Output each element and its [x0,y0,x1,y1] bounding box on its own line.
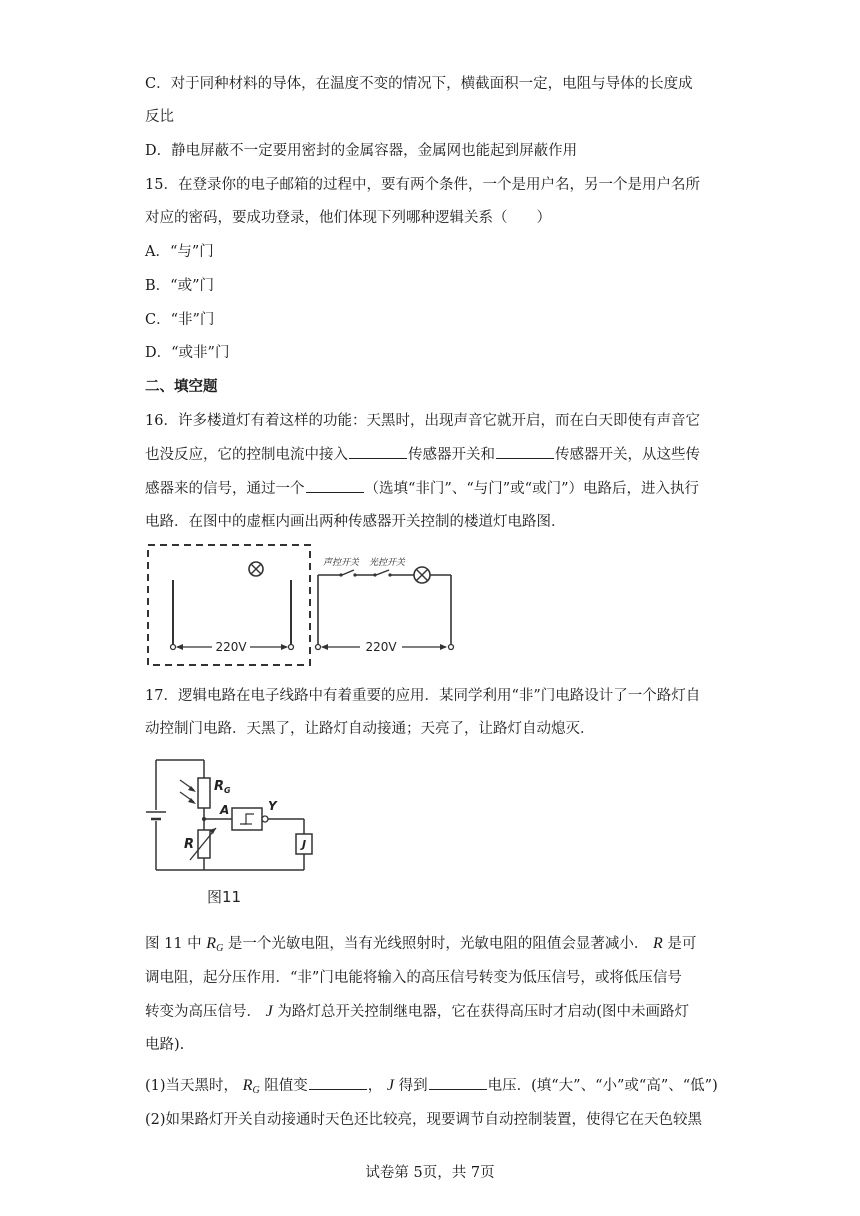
y-label: Y [268,799,277,813]
photoresistor-icon [198,778,210,808]
figure-16 [140,540,460,670]
voltage-label-right: 220V [365,640,397,654]
r-label: R [184,837,195,852]
option-d: D．静电屏蔽不一定要用密封的金属容器，金属网也能起到屏蔽作用 [145,143,578,159]
light-arrows-icon [180,780,196,804]
q15-line1: 15．在登录你的电子邮箱的过程中，要有两个条件，一个是用户名，另一个是用户名所 [145,177,700,193]
figure-caption: 图11 [207,888,242,906]
j-symbol: J [265,1003,273,1020]
rg-symbol-2: $R_G$ [242,1077,260,1096]
option-c-line2: 反比 [145,109,174,125]
page-footer: 试卷第 5页，共 7页 [365,1165,495,1181]
section-heading: 二、填空题 [145,378,218,395]
switch2-label: 光控开关 [369,558,406,568]
option-c-line1: C．对于同种材料的导体，在温度不变的情况下，横截面积一定，电阻与导体的长度成 [145,76,693,92]
q17-line1: 17．逻辑电路在电子线路中有着重要的应用．某同学利用“非”门电路设计了一个路灯自 [145,688,701,704]
voltage-label-left: 220V [215,640,247,654]
q17-line4: 调电阻，起分压作用．“非”门电能将输入的高压信号转变为低压信号，或将低压信号 [145,970,682,986]
rg-symbol: $R_G$ [206,935,224,954]
q15-option-a[interactable]: A．“与”门 [145,244,214,260]
q15-option-b[interactable]: B．“或”门 [145,278,214,294]
battery-icon [146,812,166,819]
q17-line6: 电路). [145,1037,185,1053]
q17-sub1: (1)当天黑时， $R_G$ 阻值变 ， J 得到 电压．(填“大”、“小”或“高”、“低”) [145,1077,718,1096]
q15-option-d[interactable]: D．“或非”门 [145,345,230,361]
blank-5[interactable] [429,1075,487,1090]
q17-sub2: (2)如果路灯开关自动接通时天色还比较亮，现要调节自动控制装置，使得它在天色较黑 [145,1112,703,1128]
q15-option-c[interactable]: C．“非”门 [145,312,215,328]
q17-line3: 图 11 中 $R_G$ 是一个光敏电阻，当有光线照射时，光敏电阻的阻值会显著减小． R 是可 [145,935,697,954]
q17-line5: 转变为高压信号． J 为路灯总开关控制继电器，它在获得高压时才启动(图中未画路灯 [145,1003,689,1020]
q16-line3: 感器来的信号，通过一个 （选填“非门”、“与门”或“或门”）电路后，进入执行 [145,478,699,499]
switch1-label: 声控开关 [323,558,360,568]
variable-resistor-icon [198,830,210,858]
j-label: J [301,838,307,851]
j-symbol-2: J [386,1077,394,1094]
blank-4[interactable] [309,1075,367,1090]
q16-line4: 电路．在图中的虚框内画出两种传感器开关控制的楼道灯电路图． [145,514,566,530]
q17-line2: 动控制门电路．天黑了，让路灯自动接通；天亮了，让路灯自动熄灭． [145,721,595,737]
figure-11 [140,750,340,910]
q16-line1: 16．许多楼道灯有着这样的功能：天黑时，出现声音它就开启，而在白天即使有声音它 [145,413,700,429]
lamp-icon-right [414,567,430,583]
blank-3[interactable] [306,478,364,493]
a-label: A [220,803,230,817]
r-symbol: R [653,935,663,952]
lamp-icon [249,562,263,576]
blank-1[interactable] [349,444,407,459]
blank-2[interactable] [496,444,554,459]
not-gate-icon [232,808,262,830]
q15-line2: 对应的密码，要成功登录，他们体现下列哪种逻辑关系（ ） [145,210,551,226]
light-switch-icon [373,570,391,577]
rg-label: $R_G$ [214,779,231,795]
sound-switch-icon [339,570,356,577]
q16-line2: 也没反应，它的控制电流中接入 传感器开关和 传感器开关，从这些传 [145,444,700,465]
